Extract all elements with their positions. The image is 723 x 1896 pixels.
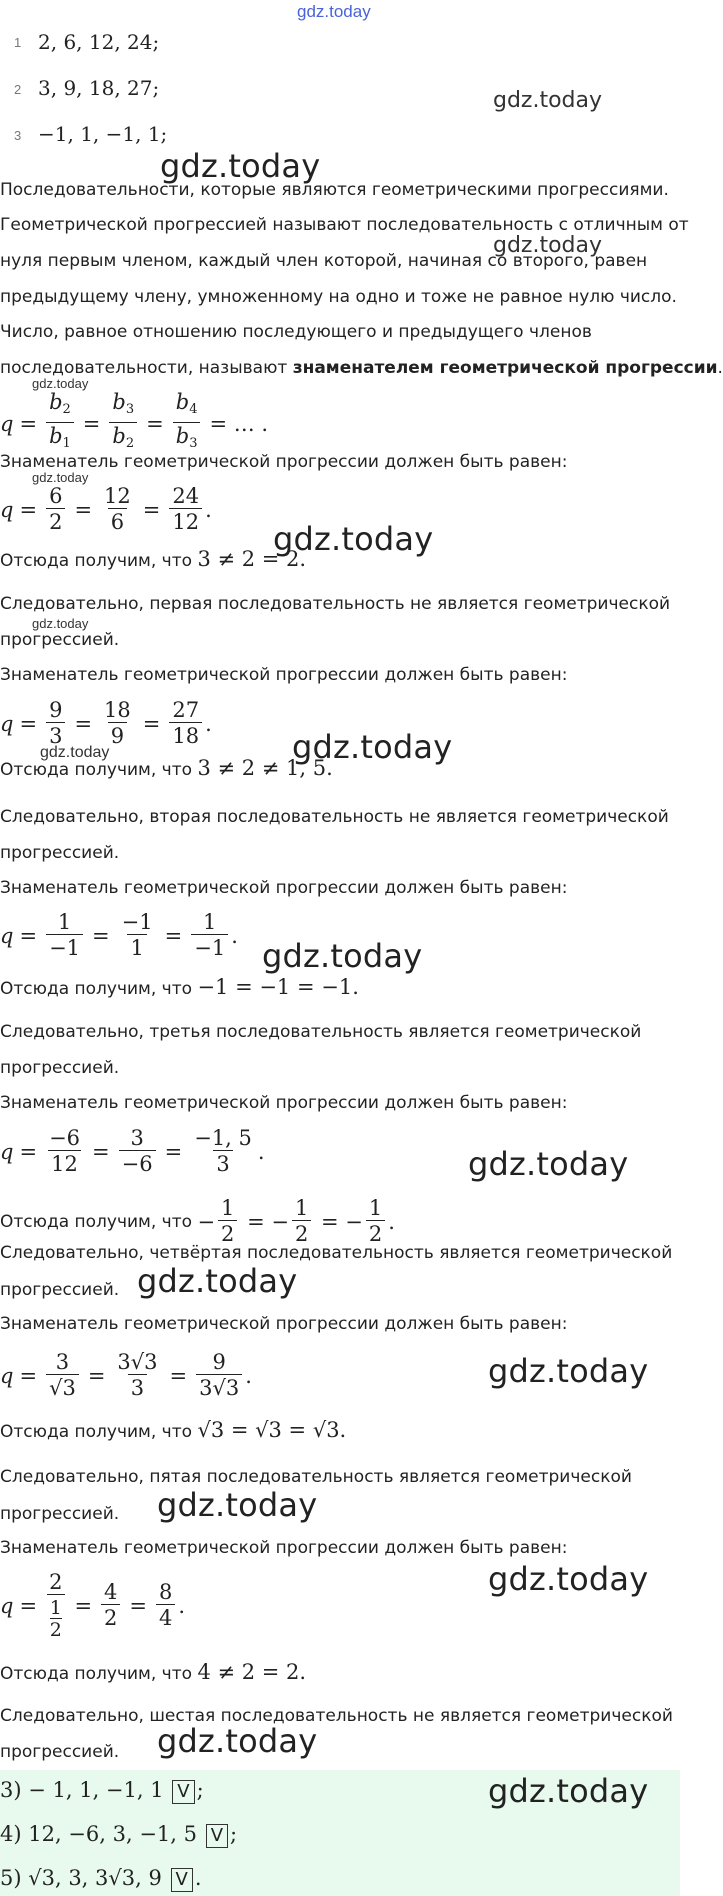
- general-formula: [0, 390, 274, 457]
- case-formula: q = $\frac{-6}{12}$ = $\frac{3}{-6}$ = $\frac{-1, 5}{3}$ .: [0, 1126, 265, 1176]
- list-number: 3: [14, 128, 22, 143]
- denominator: 9: [108, 722, 127, 749]
- ellipsis: = … .: [209, 411, 269, 436]
- equals-sign: =: [142, 711, 161, 736]
- fraction: [46, 1126, 83, 1177]
- subscript: 3: [125, 402, 135, 417]
- answer-text: 5) √3, 3, 3√3, 9: [0, 1866, 162, 1890]
- denominator: 2: [218, 1220, 237, 1247]
- b-symbol: b: [49, 390, 63, 414]
- fraction: [191, 910, 228, 961]
- conclusion-end: прогрессией.: [0, 1504, 120, 1524]
- equals-sign: =: [169, 1363, 188, 1388]
- b-symbol: b: [112, 390, 126, 414]
- denominator: 12: [48, 1150, 81, 1177]
- sequence-item: 3, 9, 18, 27;: [38, 76, 160, 100]
- fraction: [173, 390, 201, 457]
- conclusion-end: прогрессией.: [0, 843, 120, 863]
- list-number: 1: [14, 35, 22, 50]
- intro-line: Геометрической прогрессией называют последовательность с отличным от: [0, 215, 689, 235]
- case-formula: q = $\frac{3}{√3}$ = $\frac{3√3}{3}$ = $\frac{9}{3√3}$ .: [0, 1350, 252, 1400]
- numerator: 8: [159, 1580, 173, 1604]
- watermark: gdz.today: [32, 616, 89, 631]
- numerator: 9: [212, 1350, 226, 1374]
- denominator: 3√3: [196, 1374, 242, 1401]
- b-symbol: b: [175, 424, 190, 448]
- equals-sign: =: [164, 1139, 183, 1164]
- numerator: 4: [104, 1580, 118, 1604]
- answer-end: ;: [196, 1778, 204, 1802]
- relation: 3 ≠ 2 = 2.: [197, 547, 307, 571]
- conclusion: Следовательно, шестая последовательность не является геометрической: [0, 1706, 673, 1726]
- intro-line: предыдущему члену, умноженному на одно и тоже не равное нулю число.: [0, 287, 677, 307]
- watermark: gdz.today: [157, 1722, 318, 1760]
- numerator: 27: [172, 698, 200, 722]
- fraction: [119, 910, 156, 961]
- fraction: [292, 1196, 311, 1247]
- equals-sign: =: [74, 497, 93, 522]
- watermark: gdz.today: [262, 937, 423, 975]
- subscript: 3: [189, 436, 198, 451]
- denominator: 2: [46, 508, 65, 535]
- answer-end: ;: [230, 1822, 238, 1846]
- fraction: [101, 1580, 120, 1631]
- check-mark-icon: V: [172, 1780, 194, 1804]
- numerator: 1: [294, 1196, 309, 1220]
- fraction: [46, 1570, 65, 1641]
- answer-row: [0, 1866, 202, 1892]
- fraction: [109, 390, 137, 457]
- case-formula: q = $\frac{6}{2}$ = $\frac{12}{6}$ = $\frac{24}{12}$ .: [0, 484, 212, 534]
- watermark: gdz.today: [160, 147, 321, 185]
- intro-line: Число, равное отношению последующего и предыдущего членов: [0, 322, 592, 342]
- denominator: 2: [366, 1220, 385, 1247]
- subscript: 4: [189, 402, 198, 417]
- denominator: 3: [213, 1150, 232, 1177]
- numerator: 2: [49, 1570, 63, 1594]
- numerator: −1: [121, 910, 153, 934]
- equals-sign: =: [19, 1593, 38, 1618]
- watermark: gdz.today: [493, 233, 603, 258]
- equals-sign: =: [19, 711, 38, 736]
- answer-row: [0, 1778, 204, 1804]
- case-formula: q = $\frac{1}{-1}$ = $\frac{-1}{1}$ = $\frac{1}{-1}$ .: [0, 910, 238, 960]
- watermark: gdz.today: [273, 520, 434, 558]
- intro-line: нуля первым членом, каждый член которой, начиная со второго, равен: [0, 251, 648, 271]
- denominator: 2: [292, 1220, 311, 1247]
- case-formula: q = $\frac{2}{\frac{1}{2}}$ = $\frac{4}{2}$ = $\frac{8}{4}$ .: [0, 1570, 186, 1641]
- section-heading: Знаменатель геометрической прогрессии должен быть равен:: [0, 665, 568, 685]
- check-mark-icon: V: [206, 1824, 228, 1848]
- header-watermark: gdz.today: [297, 2, 371, 21]
- hence-text: Отсюда получим, что: [0, 1664, 198, 1684]
- result-line: [0, 547, 306, 573]
- section-heading: Знаменатель геометрической прогрессии должен быть равен:: [0, 1314, 568, 1334]
- relation: −1 = −1 = −1.: [197, 975, 359, 999]
- numerator: 1: [203, 910, 217, 934]
- equals-sign: =: [82, 411, 101, 436]
- denominator: 4: [156, 1604, 175, 1631]
- equals-sign: =: [92, 1139, 110, 1164]
- section-heading: Знаменатель геометрической прогрессии должен быть равен:: [0, 878, 568, 898]
- b-symbol: b: [49, 424, 63, 448]
- intro-line: [0, 356, 723, 380]
- equals-sign: =: [146, 411, 164, 436]
- conclusion-end: прогрессией.: [0, 630, 120, 650]
- numerator: 1: [57, 910, 72, 934]
- equals-sign: = −: [240, 1209, 289, 1234]
- fraction: [169, 698, 202, 749]
- watermark: gdz.today: [137, 1262, 298, 1300]
- fraction: [46, 698, 65, 749]
- numerator: 3: [55, 1350, 70, 1374]
- result-line: [0, 975, 359, 1001]
- relation: [197, 1196, 395, 1247]
- section-heading: Знаменатель геометрической прогрессии должен быть равен:: [0, 452, 568, 472]
- denominator: −1: [191, 934, 228, 961]
- fraction: [119, 1126, 156, 1177]
- numerator: 18: [104, 698, 131, 722]
- answer-text: 3) − 1, 1, −1, 1: [0, 1778, 164, 1802]
- result-line: [0, 1660, 306, 1686]
- fraction: [196, 1350, 242, 1401]
- denominator: 1: [127, 934, 146, 961]
- subscript: 1: [62, 436, 71, 451]
- denominator: √3: [46, 1374, 79, 1401]
- q-symbol: q: [0, 411, 14, 436]
- intro-line: Последовательности, которые являются геометрическими прогрессиями.: [0, 180, 669, 200]
- equals-sign: =: [74, 711, 93, 736]
- equals-sign: =: [142, 497, 161, 522]
- equals-sign: =: [19, 497, 38, 522]
- conclusion: Следовательно, вторая последовательность не является геометрической: [0, 807, 669, 827]
- fraction: [156, 1580, 175, 1631]
- answer-text: 4) 12, −6, 3, −1, 5: [0, 1822, 197, 1846]
- numerator: 3√3: [117, 1350, 158, 1374]
- b-symbol: b: [112, 424, 126, 448]
- equals-sign: = −: [314, 1209, 363, 1234]
- fraction: [101, 698, 134, 749]
- subscript: 2: [62, 402, 71, 417]
- denominator: −6: [119, 1150, 156, 1177]
- answer-row: [0, 1822, 237, 1848]
- fraction: [191, 1126, 255, 1177]
- watermark: gdz.today: [488, 1560, 649, 1598]
- fraction: [114, 1350, 160, 1401]
- q-symbol: q: [0, 711, 14, 736]
- hence-text: Отсюда получим, что: [0, 760, 198, 780]
- numerator: −1, 5: [194, 1126, 252, 1150]
- q-symbol: q: [0, 1139, 14, 1164]
- intro-end: .: [717, 358, 723, 378]
- equals-sign: =: [19, 1363, 38, 1388]
- equals-sign: =: [19, 923, 38, 948]
- hence-text: Отсюда получим, что: [0, 551, 198, 571]
- fraction: [366, 1196, 385, 1247]
- equals-sign: =: [74, 1593, 93, 1618]
- fraction: [169, 484, 202, 535]
- hence-text: Отсюда получим, что: [0, 1211, 198, 1232]
- case-formula: q = $\frac{9}{3}$ = $\frac{18}{9}$ = $\frac{27}{18}$ .: [0, 698, 212, 748]
- watermark: gdz.today: [32, 376, 89, 391]
- numerator: 6: [49, 484, 63, 508]
- q-symbol: q: [0, 923, 14, 948]
- numerator: 1: [368, 1196, 383, 1220]
- check-mark-icon: V: [171, 1868, 193, 1892]
- numerator: 9: [49, 698, 63, 722]
- conclusion-end: прогрессией.: [0, 1280, 120, 1300]
- conclusion: Следовательно, пятая последовательность является геометрической: [0, 1467, 632, 1487]
- numerator: 12: [104, 484, 131, 508]
- numerator: −6: [49, 1126, 81, 1150]
- watermark: gdz.today: [157, 1486, 318, 1524]
- fraction: [46, 390, 74, 457]
- denominator: −1: [46, 934, 83, 961]
- conclusion-end: прогрессией.: [0, 1742, 120, 1762]
- hence-text: Отсюда получим, что: [0, 979, 198, 999]
- watermark: gdz.today: [468, 1145, 629, 1183]
- nested-numerator: 1: [49, 1597, 62, 1619]
- watermark: gdz.today: [493, 88, 603, 113]
- fraction: [46, 1350, 79, 1401]
- sequence-item: 2, 6, 12, 24;: [38, 30, 160, 54]
- fraction: [218, 1196, 237, 1247]
- fraction: [46, 910, 83, 961]
- denominator: 2: [101, 1604, 120, 1631]
- subscript: 2: [125, 436, 135, 451]
- hence-text: Отсюда получим, что: [0, 1422, 198, 1442]
- watermark: gdz.today: [32, 470, 89, 485]
- conclusion: Следовательно, первая последовательность не является геометрической: [0, 594, 671, 614]
- period: .: [388, 1209, 395, 1234]
- fraction: [101, 484, 134, 535]
- denominator: 3: [128, 1374, 147, 1401]
- equals-sign: =: [92, 923, 110, 948]
- watermark: gdz.today: [488, 1772, 649, 1810]
- numerator: 3: [130, 1126, 144, 1150]
- intro-term: знаменателем геометрической прогрессии: [292, 358, 718, 378]
- equals-sign: =: [19, 1139, 38, 1164]
- q-symbol: q: [0, 1363, 14, 1388]
- intro-text: последовательности, называют: [0, 358, 293, 378]
- denominator: 3: [46, 722, 65, 749]
- q-symbol: q: [0, 1593, 14, 1618]
- numerator: 24: [172, 484, 200, 508]
- answers-panel: [0, 1770, 680, 1896]
- conclusion: Следовательно, четвёртая последовательность является геометрической: [0, 1243, 673, 1263]
- watermark: gdz.today: [488, 1352, 649, 1390]
- relation: 3 ≠ 2 ≠ 1, 5.: [197, 756, 333, 780]
- conclusion-end: прогрессией.: [0, 1058, 120, 1078]
- nested-denominator: 2: [49, 1619, 62, 1641]
- minus-sign: −: [197, 1209, 216, 1234]
- conclusion: Следовательно, третья последовательность является геометрической: [0, 1022, 642, 1042]
- equals-sign: =: [129, 1593, 148, 1618]
- watermark: gdz.today: [40, 744, 110, 761]
- section-heading: Знаменатель геометрической прогрессии должен быть равен:: [0, 1093, 568, 1113]
- answer-end: .: [194, 1866, 202, 1890]
- denominator: 18: [169, 722, 202, 749]
- b-symbol: b: [175, 390, 190, 414]
- nested-fraction: [47, 1594, 65, 1641]
- relation: √3 = √3 = √3.: [197, 1418, 347, 1442]
- section-heading: Знаменатель геометрической прогрессии должен быть равен:: [0, 1538, 568, 1558]
- equals-sign: =: [87, 1363, 106, 1388]
- result-line: [0, 756, 333, 782]
- result-line: [0, 1418, 346, 1444]
- denominator: 12: [169, 508, 202, 535]
- equals-sign: =: [164, 923, 183, 948]
- numerator: 1: [221, 1196, 235, 1220]
- equals-sign: =: [19, 411, 38, 436]
- result-line: [0, 1196, 395, 1247]
- fraction: [46, 484, 65, 535]
- list-number: 2: [14, 82, 22, 97]
- sequence-item: −1, 1, −1, 1;: [38, 122, 168, 146]
- denominator: 6: [108, 508, 127, 535]
- watermark: gdz.today: [292, 728, 453, 766]
- relation: 4 ≠ 2 = 2.: [197, 1660, 307, 1684]
- q-symbol: q: [0, 497, 14, 522]
